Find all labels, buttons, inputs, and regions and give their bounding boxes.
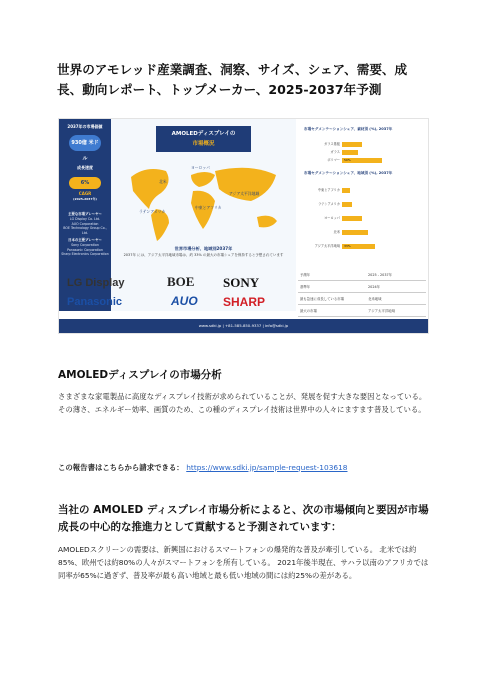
market-infographic xyxy=(58,118,429,334)
request-link[interactable]: https://www.sdki.jp/sample-request-103618 xyxy=(186,463,348,472)
bar-label: ラテンアメリカ xyxy=(318,202,340,206)
table-key: 最大の市場 xyxy=(300,309,317,313)
asia-shape xyxy=(215,168,276,201)
bar-label: アジア太平洋地域 xyxy=(314,244,340,248)
player-item: LG Display Co. Ltd. xyxy=(69,217,101,221)
bar-label: ガラス基板 xyxy=(324,142,340,146)
region-label-apac: アジア太平洋地域 xyxy=(229,191,260,196)
table-key: 最も急速に成長している市場 xyxy=(300,297,345,301)
bar-label: 中東とアフリカ xyxy=(317,188,340,192)
table-value: 2024年 xyxy=(368,285,381,289)
section2-body: AMOLEDスクリーンの需要は、新興国におけるスマートフォンの爆発的な普及が牽引している。 北米では約85%、欧州では約80%の人々がスマートフォンを所有している。 2021年後半現在、サハラ以南のアフリカでは同率が65%に過ぎず、普及率が最も高い地域と最も低い地域の間には約25%の差がある。 xyxy=(58,545,429,580)
page-title: 世界のアモレッド産業調査、洞察、サイズ、シェア、需要、成長、動向レポート、トップメーカー、2025-2037年予測 xyxy=(57,62,408,97)
north-america-shape xyxy=(131,169,169,209)
bar-row xyxy=(300,243,424,249)
table-key: 基準年 xyxy=(300,285,311,289)
player-item: AUO Corporation xyxy=(71,221,99,226)
info-table xyxy=(298,269,426,317)
company-logos xyxy=(59,269,296,311)
bar-row xyxy=(300,215,424,221)
request-label: この報告書はこちらから請求できる： xyxy=(58,463,184,472)
player-item: BOE Technology Group Co., Ltd. xyxy=(63,226,107,235)
world-map xyxy=(111,157,296,247)
table-value: 2025 - 2037年 xyxy=(368,273,393,277)
player-item: Sharp Electronics Corporation xyxy=(61,252,109,257)
growth-label: 成長速度 xyxy=(77,165,93,170)
players-label: 主要な市場プレーヤー xyxy=(68,212,102,216)
bar: 50% xyxy=(342,158,382,163)
region-label-latam: ラテンアメリカ xyxy=(139,209,166,214)
japan-players-label: 日本の主要プレーヤー xyxy=(68,238,102,242)
map-caption: 世界市場分析、地域別2037年 xyxy=(174,246,233,251)
bar xyxy=(342,142,362,147)
banner-title: AMOLEDディスプレイの xyxy=(171,131,236,137)
players-list xyxy=(61,217,109,235)
market-value-badge: 930億 米ドル xyxy=(69,135,101,151)
bar-row xyxy=(300,229,424,235)
europe-shape xyxy=(191,172,215,187)
region-label-europe: ヨーロッパ xyxy=(191,165,210,170)
seg-material-title: 市場セグメンテーションシェア、素材別 (%), 2037年 xyxy=(304,127,393,131)
market-value-label: 2037年の市場価値 xyxy=(67,124,103,129)
bar-row xyxy=(300,149,424,155)
logo-auo: AUO xyxy=(171,294,198,308)
cagr-value: 6% xyxy=(69,177,101,189)
bar-row xyxy=(300,201,424,207)
infographic-right-panel xyxy=(296,119,428,311)
logo-sony: SONY xyxy=(223,275,260,290)
bar-row xyxy=(300,141,424,147)
region-label-mea: 中東とアフリカ xyxy=(195,205,222,210)
seg-region-title: 市場セグメンテーションシェア、地域別 (%), 2037年 xyxy=(304,171,393,175)
bar xyxy=(342,188,350,193)
bar-label: 北米 xyxy=(333,230,340,234)
bar xyxy=(342,230,368,235)
section2-heading: 当社の AMOLED ディスプレイ市場分析によると、次の市場傾向と要因が市場成長の中心的な推進力として貢献すると予測されています： xyxy=(58,504,429,533)
table-value: 北米地域 xyxy=(368,297,382,301)
player-item: Panasonic Corporation xyxy=(67,247,103,252)
cagr-label: CAGR xyxy=(78,191,92,196)
banner-subtitle: 市場概況 xyxy=(192,141,215,147)
bar-label: ガラス xyxy=(330,150,340,154)
bar-label: ポリマー xyxy=(327,158,340,162)
bar: 33% xyxy=(342,244,375,249)
request-line xyxy=(58,461,430,474)
section1-body: さまざまな家電製品に高度なディスプレイ技術が求められていることが、発展を促す大きな要因となっている。 その薄さ、エネルギー効率、画質のため、この種のディスプレイ技術は世界中の人々にますます普及している。 xyxy=(58,392,427,414)
section1-heading: AMOLEDディスプレイの市場分析 xyxy=(58,369,222,381)
cagr-period: (2025-2037年) xyxy=(73,197,97,201)
table-row xyxy=(298,269,426,281)
table-value: アジア太平洋地域 xyxy=(368,309,395,313)
table-row xyxy=(298,305,426,317)
logo-sharp: SHARP xyxy=(223,295,266,309)
table-row xyxy=(298,281,426,293)
table-key: 予測年 xyxy=(300,273,311,277)
logo-boe: BOE xyxy=(167,274,195,289)
logo-panasonic: Panasonic xyxy=(67,296,123,308)
player-item: Sony Corporation xyxy=(71,243,99,247)
bar-row xyxy=(300,187,424,193)
bar-label: ヨーロッパ xyxy=(324,216,340,220)
bar-row xyxy=(300,157,424,163)
oceania-shape xyxy=(257,216,277,228)
bar xyxy=(342,202,352,207)
japan-players-list xyxy=(61,243,109,257)
region-label-north-america: 北米 xyxy=(159,179,167,184)
logo-lg-display: LG Display xyxy=(67,277,125,289)
bar xyxy=(342,150,358,155)
map-note: 2037年 には、アジア太平洋地域市場は、約 33% の最大の市場シェアを保持すると予想されています xyxy=(123,253,284,257)
bar xyxy=(342,216,362,221)
infographic-footer: www.sdki.jp | +81-585-850-9337 | info@sdki.jp xyxy=(59,319,428,333)
table-row xyxy=(298,293,426,305)
infographic-banner xyxy=(156,126,251,152)
